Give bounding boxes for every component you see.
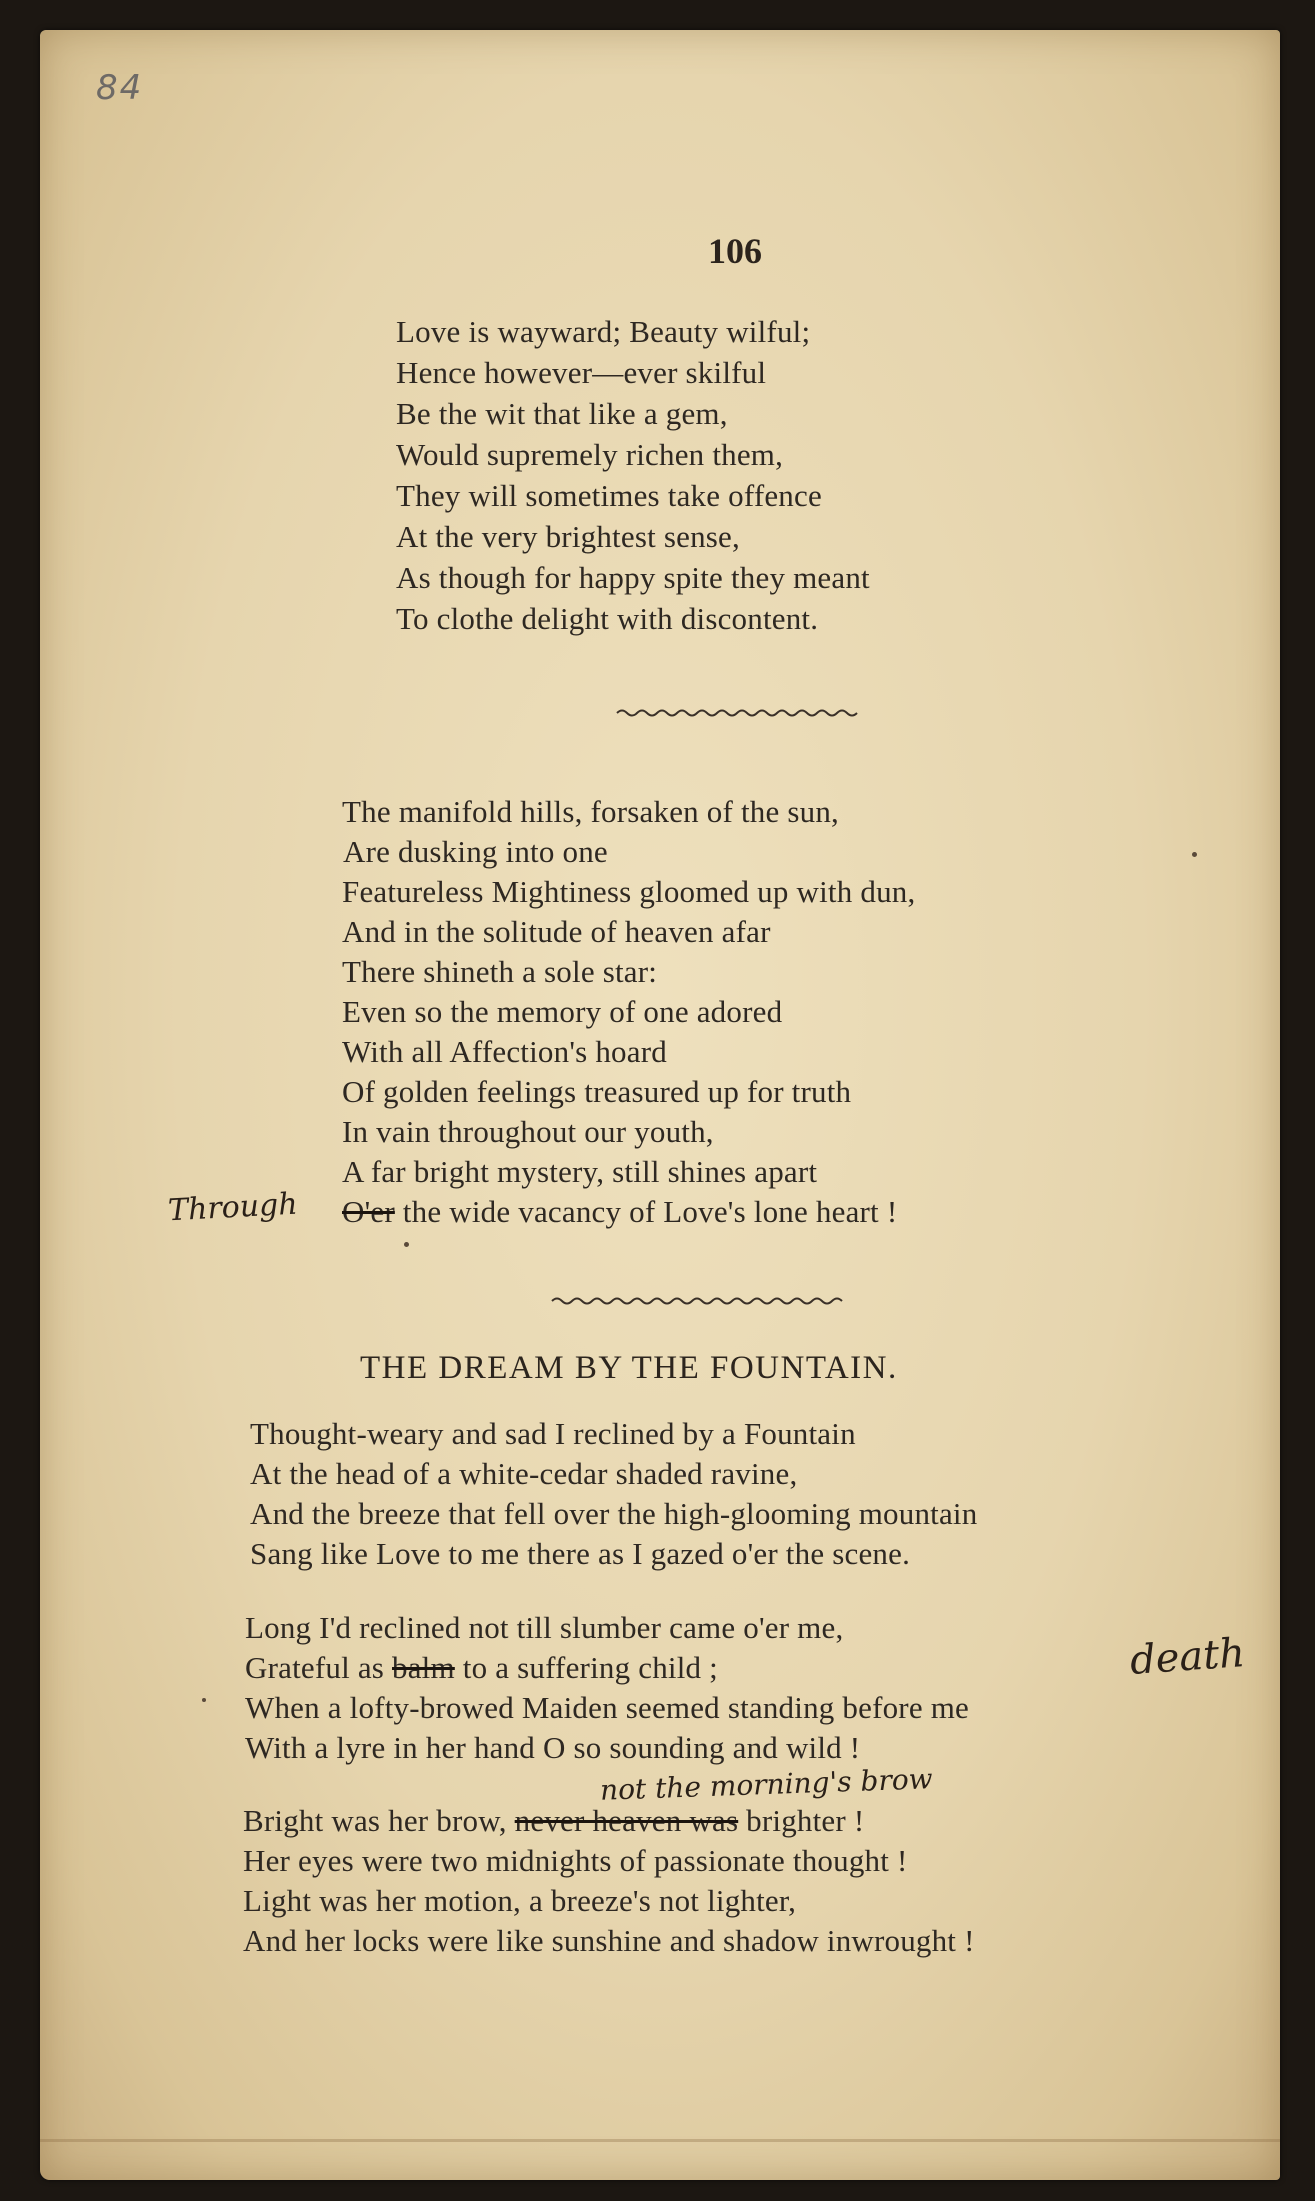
poem-1-stanza bbox=[396, 316, 870, 644]
poem-line bbox=[243, 1805, 975, 1845]
poem-3-stanza-3 bbox=[243, 1805, 975, 1965]
poem-2-stanza bbox=[342, 796, 915, 1236]
handwritten-correction: not the morning's brow bbox=[599, 1762, 934, 1807]
poem-line: There shineth a sole star: bbox=[342, 954, 658, 989]
poem-line: A far bright mystery, still shines apart bbox=[342, 1154, 818, 1189]
poem-title: THE DREAM BY THE FOUNTAIN. bbox=[360, 1350, 898, 1386]
poem-line: Would supremely richen them, bbox=[396, 437, 784, 472]
poem-line: To clothe delight with discontent. bbox=[396, 601, 819, 636]
poem-line: And in the solitude of heaven afar bbox=[342, 914, 771, 949]
poem-line: And her locks were like sunshine and shadow inwrought ! bbox=[243, 1923, 975, 1958]
ink-speck bbox=[1192, 852, 1197, 857]
book-page bbox=[40, 30, 1280, 2180]
poem-line: Featureless Mightiness gloomed up with dun, bbox=[342, 874, 916, 909]
poem-line bbox=[245, 1652, 969, 1692]
poem-line: They will sometimes take offence bbox=[396, 478, 822, 513]
pencil-page-number: 84 bbox=[96, 68, 144, 108]
line-rest: the wide vacancy of Love's lone heart ! bbox=[394, 1194, 898, 1229]
handwritten-correction: death bbox=[1128, 1630, 1247, 1684]
line-part: Bright was her brow, bbox=[243, 1803, 515, 1838]
poem-line: Love is wayward; Beauty wilful; bbox=[396, 314, 811, 349]
poem-line-final bbox=[342, 1196, 915, 1236]
wavy-divider bbox=[615, 706, 865, 720]
poem-line: Long I'd reclined not till slumber came o'er me, bbox=[245, 1610, 844, 1645]
poem-line: As though for happy spite they meant bbox=[396, 560, 870, 595]
poem-line: When a lofty-browed Maiden seemed standing before me bbox=[245, 1690, 970, 1725]
page-number: 106 bbox=[708, 231, 762, 271]
poem-line: The manifold hills, forsaken of the sun, bbox=[342, 794, 840, 829]
ink-speck bbox=[202, 1698, 206, 1702]
poem-line: Her eyes were two midnights of passionate thought ! bbox=[243, 1843, 908, 1878]
poem-line: At the very brightest sense, bbox=[396, 519, 740, 554]
poem-line: In vain throughout our youth, bbox=[342, 1114, 714, 1149]
poem-3-stanza-2 bbox=[245, 1612, 969, 1772]
poem-line: And the breeze that fell over the high-glooming mountain bbox=[250, 1496, 978, 1531]
struck-word: O'er bbox=[342, 1194, 395, 1229]
ink-speck bbox=[404, 1242, 409, 1247]
poem-line: With a lyre in her hand O so sounding and wild ! bbox=[245, 1730, 861, 1765]
line-part: Grateful as bbox=[245, 1650, 393, 1685]
wavy-divider bbox=[550, 1294, 850, 1308]
line-part: to a suffering child ; bbox=[454, 1650, 718, 1685]
struck-word: balm bbox=[392, 1650, 455, 1685]
poem-line: Even so the memory of one adored bbox=[342, 994, 783, 1029]
handwritten-correction: Through bbox=[167, 1186, 299, 1229]
poem-line: Are dusking into one bbox=[343, 834, 608, 869]
poem-line: Thought-weary and sad I reclined by a Fountain bbox=[250, 1416, 856, 1451]
poem-line: At the head of a white-cedar shaded ravine, bbox=[250, 1456, 798, 1491]
poem-line: Hence however—ever skilful bbox=[396, 355, 767, 390]
poem-line: Light was her motion, a breeze's not lighter, bbox=[243, 1883, 797, 1918]
poem-3-stanza-1 bbox=[250, 1418, 977, 1578]
poem-line: With all Affection's hoard bbox=[342, 1034, 667, 1069]
poem-line: Be the wit that like a gem, bbox=[396, 396, 728, 431]
poem-line: Of golden feelings treasured up for truth bbox=[342, 1074, 852, 1109]
poem-line: Sang like Love to me there as I gazed o'er the scene. bbox=[250, 1536, 911, 1571]
struck-phrase: never heaven was bbox=[514, 1803, 739, 1838]
line-part: brighter ! bbox=[738, 1803, 865, 1838]
